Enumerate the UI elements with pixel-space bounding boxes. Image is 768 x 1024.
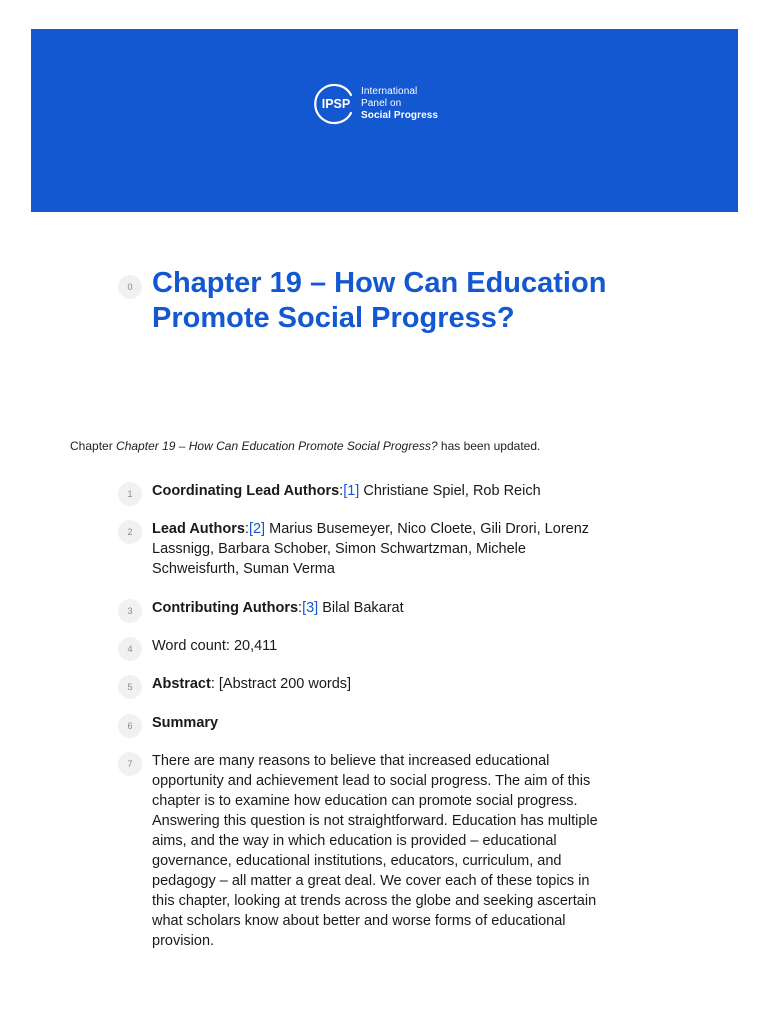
- lead-authors: Lead Authors:[2] Marius Busemeyer, Nico Cloete, Gili Drori, Lorenz Lassnigg, Barbara Schober, Simon Schwartzman, Michele Schweisfurth, Suman Verma: [152, 521, 590, 577]
- summary-heading: Summary: [152, 715, 219, 731]
- contributing-authors: Contributing Authors:[3] Bilal Bakarat: [152, 600, 404, 616]
- footnote-link-1[interactable]: [1]: [343, 483, 360, 499]
- logo-line-3: Social Progress: [361, 110, 439, 121]
- contributing-authors-label: Contributing Authors: [152, 600, 299, 616]
- logo-wordmark: [361, 86, 438, 122]
- ipsp-logo-mark: [313, 82, 357, 126]
- summary-paragraph: There are many reasons to believe that increased educational opportunity and achievement lead to social progress. The aim of this chapter is to examine how education can promote social progress. Answering this question is not straightforward. Education has multiple aims, and the way in which education is provided – educational governance, educational institutions, educators, curriculum, and pedagogy – all matter a great deal. We cover each of these topics in this chapter, looking at trends across the globe and seeking ascertain what scholars know about better and worse forms of educational provision.: [152, 753, 598, 949]
- word-count: Word count: 20,411: [152, 638, 278, 654]
- coordinating-lead-authors: Coordinating Lead Authors:[1] Christiane Spiel, Rob Reich: [152, 483, 541, 499]
- footnote-link-2[interactable]: [2]: [248, 521, 266, 537]
- footnote-link-3[interactable]: [3]: [302, 600, 319, 616]
- paragraph-number: 2: [118, 520, 142, 544]
- abstract-label: Abstract: [152, 676, 211, 692]
- update-notice: [70, 439, 540, 453]
- lead-authors-names: Marius Busemeyer, Nico Cloete, Gili Drori, Lorenz Lassnigg, Barbara Schober, Simon Schwartzman, Michele Schweisfurth, Suman Verma: [152, 521, 590, 577]
- update-notice-prefix: Chapter: [70, 439, 113, 453]
- paragraph-number: 1: [118, 482, 142, 506]
- paragraph-number: 3: [118, 599, 142, 623]
- update-notice-suffix: has been updated.: [440, 439, 541, 453]
- coordinating-lead-authors-label: Coordinating Lead Authors: [152, 483, 340, 499]
- paragraph-number: 5: [118, 675, 142, 699]
- logo-mark-text: IPSP: [321, 97, 351, 111]
- paragraph-number: 7: [118, 752, 142, 776]
- paragraph-number: 4: [118, 637, 142, 661]
- abstract-text: [Abstract 200 words]: [218, 676, 352, 692]
- page-title: Chapter 19 – How Can Education Promote Social Progress?: [152, 267, 607, 334]
- paragraph-number: 0: [118, 275, 142, 299]
- abstract: Abstract: [Abstract 200 words]: [152, 676, 352, 692]
- logo-line-2: Panel on: [361, 98, 402, 109]
- paragraph-number: 6: [118, 714, 142, 738]
- lead-authors-label: Lead Authors: [152, 521, 245, 537]
- update-notice-chapter: Chapter 19 – How Can Education Promote Social Progress?: [116, 439, 438, 453]
- ipsp-logo[interactable]: [313, 82, 438, 126]
- logo-line-1: International: [361, 86, 418, 97]
- coordinating-lead-authors-names: Christiane Spiel, Rob Reich: [363, 483, 541, 499]
- contributing-authors-names: Bilal Bakarat: [322, 600, 404, 616]
